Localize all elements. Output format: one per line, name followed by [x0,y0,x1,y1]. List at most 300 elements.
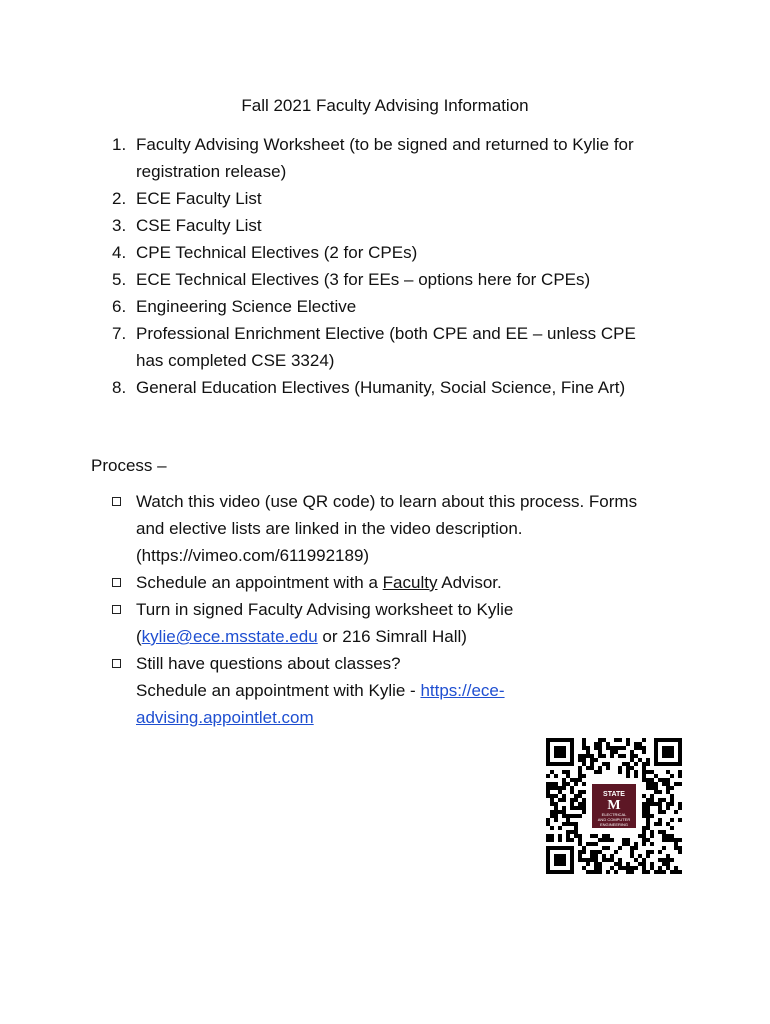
qr-module [550,794,554,798]
page-title: Fall 2021 Faculty Advising Information [241,96,529,115]
qr-module [598,742,602,746]
qr-module [574,826,578,830]
qr-module [554,802,558,806]
qr-module [642,778,646,782]
qr-module [570,790,574,794]
qr-module [546,818,550,822]
qr-module [674,782,678,786]
qr-module [646,810,650,814]
qr-module [602,854,606,858]
checklist-item-turn-in-worksheet [100,596,700,650]
qr-module [666,838,670,842]
qr-module [630,754,634,758]
qr-module [650,798,654,802]
qr-module [570,822,574,826]
qr-finder-top-right [654,738,682,766]
qr-module [570,802,574,806]
qr-module [606,870,610,874]
logo-m-glyph: M [607,798,621,813]
qr-module [678,850,682,854]
qr-module [642,866,646,870]
qr-module [614,862,618,866]
list-number: 2. [112,189,127,208]
qr-module [578,754,582,758]
qr-module [662,798,666,802]
qr-module [558,786,562,790]
qr-module [578,790,582,794]
qr-module [590,758,594,762]
qr-module [634,762,638,766]
qr-module [642,830,646,834]
qr-module [594,842,598,846]
qr-module [634,770,638,774]
qr-module [670,774,674,778]
qr-module [678,774,682,778]
qr-module [582,866,586,870]
qr-module [642,862,646,866]
qr-module [626,838,630,842]
qr-module [566,814,570,818]
checklist-text [136,704,700,731]
qr-module [670,870,674,874]
qr-module [646,798,650,802]
qr-module [666,778,670,782]
qr-module [670,834,674,838]
qr-module [610,866,614,870]
list-item-text: CSE Faculty List [136,216,262,235]
qr-module [678,806,682,810]
qr-module [642,746,646,750]
qr-module [658,790,662,794]
logo-line-1: ELECTRICAL [601,812,627,817]
qr-module [554,794,558,798]
qr-module [650,850,654,854]
qr-module [602,838,606,842]
qr-module [666,786,670,790]
qr-module [646,806,650,810]
qr-module [554,782,558,786]
qr-module [550,798,554,802]
qr-module [650,814,654,818]
qr-module [570,838,574,842]
qr-module [630,854,634,858]
qr-module [578,834,582,838]
qr-module [574,794,578,798]
logo-line-3: ENGINEERING [599,822,629,827]
qr-module [582,746,586,750]
qr-module [578,838,582,842]
qr-module [634,866,638,870]
qr-module [666,858,670,862]
qr-module [566,774,570,778]
qr-module [578,758,582,762]
qr-module [598,750,602,754]
checkbox[interactable] [112,659,121,668]
checklist-text: and elective lists are linked in the video description. [136,519,523,538]
qr-module [586,862,590,866]
qr-module [614,746,618,750]
qr-module [582,798,586,802]
list-item-professional-enrichment [100,320,700,374]
list-item-ece-faculty [100,185,700,212]
qr-module [678,838,682,842]
checklist-text-suffix: Advisor. [437,573,502,592]
qr-module [590,834,594,838]
qr-module [642,770,646,774]
qr-module [646,850,650,854]
qr-module [666,790,670,794]
qr-module [642,738,646,742]
qr-module [550,802,554,806]
advising-info-list [100,131,700,401]
checklist-item-schedule-advisor [100,569,700,596]
qr-module [678,818,682,822]
qr-module [622,866,626,870]
qr-module [610,746,614,750]
qr-module [594,742,598,746]
qr-module [598,738,602,742]
qr-module [610,838,614,842]
qr-module [654,786,658,790]
qr-module [630,850,634,854]
qr-module [594,870,598,874]
qr-module [674,842,678,846]
qr-module [642,802,646,806]
paren-text: ( [136,627,142,646]
qr-module [582,738,586,742]
qr-module [594,854,598,858]
qr-module [582,846,586,850]
qr-module [646,826,650,830]
qr-module [614,870,618,874]
qr-module [594,746,598,750]
list-number: 3. [112,216,127,235]
list-item-text: CPE Technical Electives (2 for CPEs) [136,243,418,262]
qr-module [606,762,610,766]
qr-module [674,866,678,870]
qr-module [626,862,630,866]
qr-module [554,774,558,778]
qr-module [566,782,570,786]
list-number: 6. [112,297,127,316]
qr-module [654,870,658,874]
qr-module [658,802,662,806]
qr-module [578,774,582,778]
qr-module [642,806,646,810]
qr-module [646,802,650,806]
qr-module [562,798,566,802]
qr-module [606,834,610,838]
qr-module [646,838,650,842]
checklist-text: Turn in signed Faculty Advising worksheet to Kylie [136,600,514,619]
qr-module [650,770,654,774]
list-item-text-continued: registration release) [136,162,287,181]
qr-module [574,834,578,838]
qr-module [642,762,646,766]
qr-module [594,834,598,838]
qr-module [666,866,670,870]
checklist-text: (https://vimeo.com/611992189) [136,546,370,565]
qr-module [546,838,550,842]
qr-module [622,842,626,846]
qr-module [590,754,594,758]
qr-module [658,806,662,810]
qr-module [674,846,678,850]
qr-module [618,738,622,742]
qr-module [578,766,582,770]
qr-module [570,830,574,834]
qr-module [658,870,662,874]
qr-module [634,774,638,778]
qr-module [546,782,550,786]
qr-module [582,774,586,778]
qr-module [634,846,638,850]
email-link[interactable]: kylie@ece.msstate.edu [141,627,318,646]
qr-module [646,822,650,826]
qr-module [646,758,650,762]
qr-module [546,834,550,838]
qr-module [622,762,626,766]
checklist-text: Still have questions about classes? [136,654,401,673]
qr-module [550,814,554,818]
qr-module [626,774,630,778]
list-item-text-continued: has completed CSE 3324) [136,351,335,370]
qr-module [670,818,674,822]
qr-module [610,854,614,858]
appointlet-link-continued[interactable]: advising.appointlet.com [136,708,314,727]
qr-module [566,838,570,842]
qr-module [554,810,558,814]
qr-finder-top-left [546,738,574,766]
qr-module [582,754,586,758]
qr-module [566,818,570,822]
logo-state-text: STATE [603,791,625,798]
qr-module [586,870,590,874]
qr-module [618,862,622,866]
qr-module [586,750,590,754]
qr-module [618,754,622,758]
qr-module [642,814,646,818]
qr-module [650,778,654,782]
qr-module [638,854,642,858]
qr-module [566,834,570,838]
qr-module [582,802,586,806]
qr-module [634,754,638,758]
qr-module [658,798,662,802]
qr-module [646,782,650,786]
qr-module [642,826,646,830]
qr-module [610,858,614,862]
qr-module [590,850,594,854]
qr-module [546,794,550,798]
qr-module [666,822,670,826]
list-number: 8. [112,378,127,397]
qr-module [662,862,666,866]
qr-module [606,742,610,746]
qr-module [642,838,646,842]
qr-module [630,766,634,770]
list-number: 4. [112,243,127,262]
qr-module [674,838,678,842]
qr-module [626,870,630,874]
qr-module [626,866,630,870]
qr-module [586,842,590,846]
qr-module [586,766,590,770]
qr-module [674,810,678,814]
qr-module [598,870,602,874]
qr-module [578,842,582,846]
qr-module [678,802,682,806]
qr-module [554,786,558,790]
qr-module [562,794,566,798]
qr-module [574,822,578,826]
qr-module [558,790,562,794]
checklist-text-prefix: Schedule an appointment with a [136,573,383,592]
qr-module [658,818,662,822]
qr-module [638,862,642,866]
qr-module [642,870,646,874]
qr-module [630,846,634,850]
qr-module [650,842,654,846]
qr-module [654,782,658,786]
qr-module [650,782,654,786]
qr-module [618,746,622,750]
qr-module [654,790,658,794]
qr-module [602,738,606,742]
list-item-cpe-electives [100,239,700,266]
qr-module [554,806,558,810]
list-item-text: ECE Technical Electives (3 for EEs – options here for CPEs) [136,270,591,289]
qr-module [562,786,566,790]
qr-module [598,850,602,854]
checklist-item-watch-video [100,488,700,569]
qr-module [586,858,590,862]
qr-module [618,846,622,850]
qr-module [662,858,666,862]
list-number: 1. [112,135,127,154]
qr-module [622,754,626,758]
qr-module [546,774,550,778]
qr-module [670,838,674,842]
qr-module [642,842,646,846]
qr-module [602,762,606,766]
qr-module [558,838,562,842]
qr-module [594,866,598,870]
qr-module [602,858,606,862]
qr-module [570,814,574,818]
qr-module [654,774,658,778]
qr-code[interactable] [546,738,682,874]
qr-module [590,858,594,862]
qr-module [630,758,634,762]
checkbox[interactable] [112,605,121,614]
qr-module [582,742,586,746]
qr-module [654,802,658,806]
qr-module [566,770,570,774]
qr-module [670,798,674,802]
checklist-text [136,569,700,596]
process-checklist [100,488,700,731]
qr-module [570,786,574,790]
qr-module [626,738,630,742]
checklist-text [136,623,700,650]
qr-module [574,814,578,818]
qr-module [658,778,662,782]
qr-module [658,850,662,854]
qr-module [658,866,662,870]
qr-module [578,806,582,810]
checkbox[interactable] [112,497,121,506]
checkbox[interactable] [112,578,121,587]
qr-module [550,810,554,814]
qr-module [606,766,610,770]
qr-module [562,810,566,814]
list-item-text: Professional Enrichment Elective (both CPE and EE – unless CPE [136,324,636,343]
qr-module [590,766,594,770]
qr-module [574,798,578,802]
list-item-ece-electives [100,266,700,293]
qr-module [598,754,602,758]
qr-module [670,786,674,790]
qr-module [610,750,614,754]
qr-module [662,810,666,814]
qr-module [598,866,602,870]
qr-module [646,762,650,766]
qr-module [666,782,670,786]
qr-module [562,806,566,810]
qr-module [678,846,682,850]
qr-module [638,758,642,762]
qr-module [578,814,582,818]
qr-module [642,810,646,814]
qr-module [558,826,562,830]
qr-module [662,778,666,782]
qr-module [566,830,570,834]
qr-module [582,762,586,766]
qr-module [562,782,566,786]
qr-module [650,866,654,870]
qr-module [550,826,554,830]
qr-module [598,766,602,770]
qr-module [550,786,554,790]
qr-module [614,750,618,754]
qr-module [678,870,682,874]
qr-module [626,770,630,774]
qr-module [598,746,602,750]
qr-module [598,862,602,866]
qr-module [562,814,566,818]
qr-module [598,838,602,842]
qr-module [590,870,594,874]
qr-module [626,842,630,846]
qr-module [550,838,554,842]
qr-module [650,786,654,790]
qr-module [650,862,654,866]
appointlet-link[interactable]: https://ece- [420,681,505,700]
qr-module [554,818,558,822]
qr-module [658,822,662,826]
qr-module [650,830,654,834]
qr-module [574,806,578,810]
qr-module [634,742,638,746]
qr-module [622,746,626,750]
qr-module [662,846,666,850]
location-text: or 216 Simrall Hall) [317,627,467,646]
qr-module [666,806,670,810]
qr-module [550,834,554,838]
qr-module [674,870,678,874]
qr-module [670,802,674,806]
